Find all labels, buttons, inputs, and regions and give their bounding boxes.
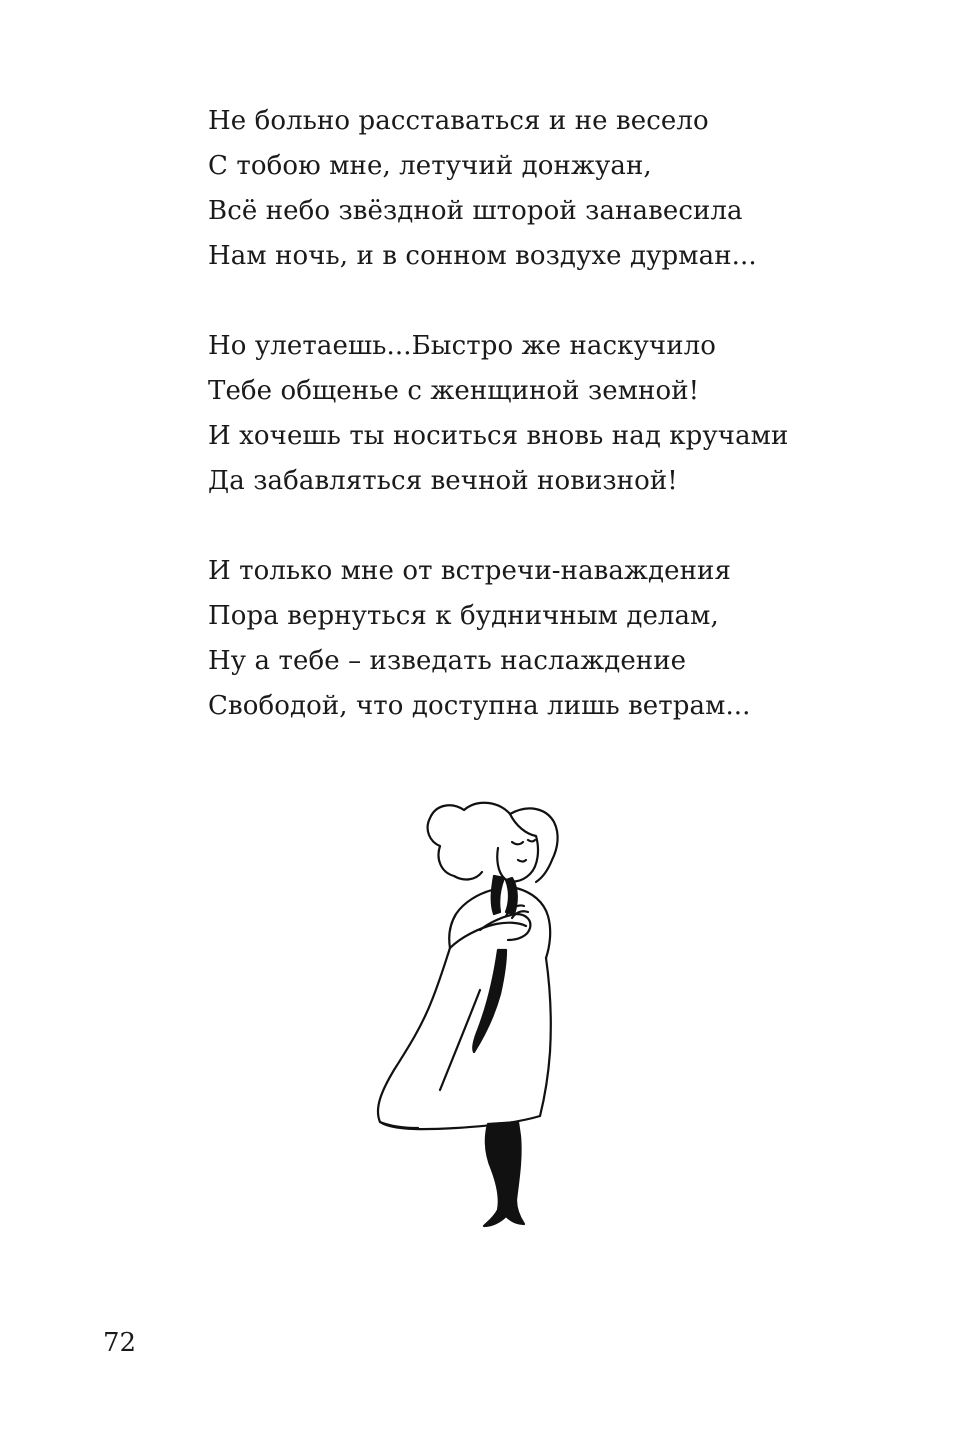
poem-line: Всё небо звёздной шторой занавесила bbox=[208, 196, 743, 226]
poem-line: Пора вернуться к будничным делам, bbox=[208, 601, 719, 631]
poem-line: Нам ночь, и в сонном воздухе дурман... bbox=[208, 241, 757, 271]
poem-line: Свободой, что доступна лишь ветрам... bbox=[208, 691, 751, 721]
poem-line: Ну а тебе – изведать наслаждение bbox=[208, 646, 687, 676]
stanza-2 bbox=[208, 324, 908, 504]
poem-line: С тобою мне, летучий донжуан, bbox=[208, 151, 652, 181]
stanza-3 bbox=[208, 549, 908, 729]
poem-line: Тебе общенье с женщиной земной! bbox=[208, 376, 700, 406]
woman-in-wind-drawing bbox=[360, 790, 620, 1240]
page-number: 72 bbox=[103, 1328, 137, 1358]
poem-line: Но улетаешь...Быстро же наскучило bbox=[208, 331, 716, 361]
poem-line: И только мне от встречи-наваждения bbox=[208, 556, 731, 586]
poem-line: Не больно расставаться и не весело bbox=[208, 106, 709, 136]
stanza-1 bbox=[208, 99, 908, 279]
poem bbox=[208, 99, 908, 774]
poem-line: Да забавляться вечной новизной! bbox=[208, 466, 678, 496]
poem-line: И хочешь ты носиться вновь над кручами bbox=[208, 421, 789, 451]
